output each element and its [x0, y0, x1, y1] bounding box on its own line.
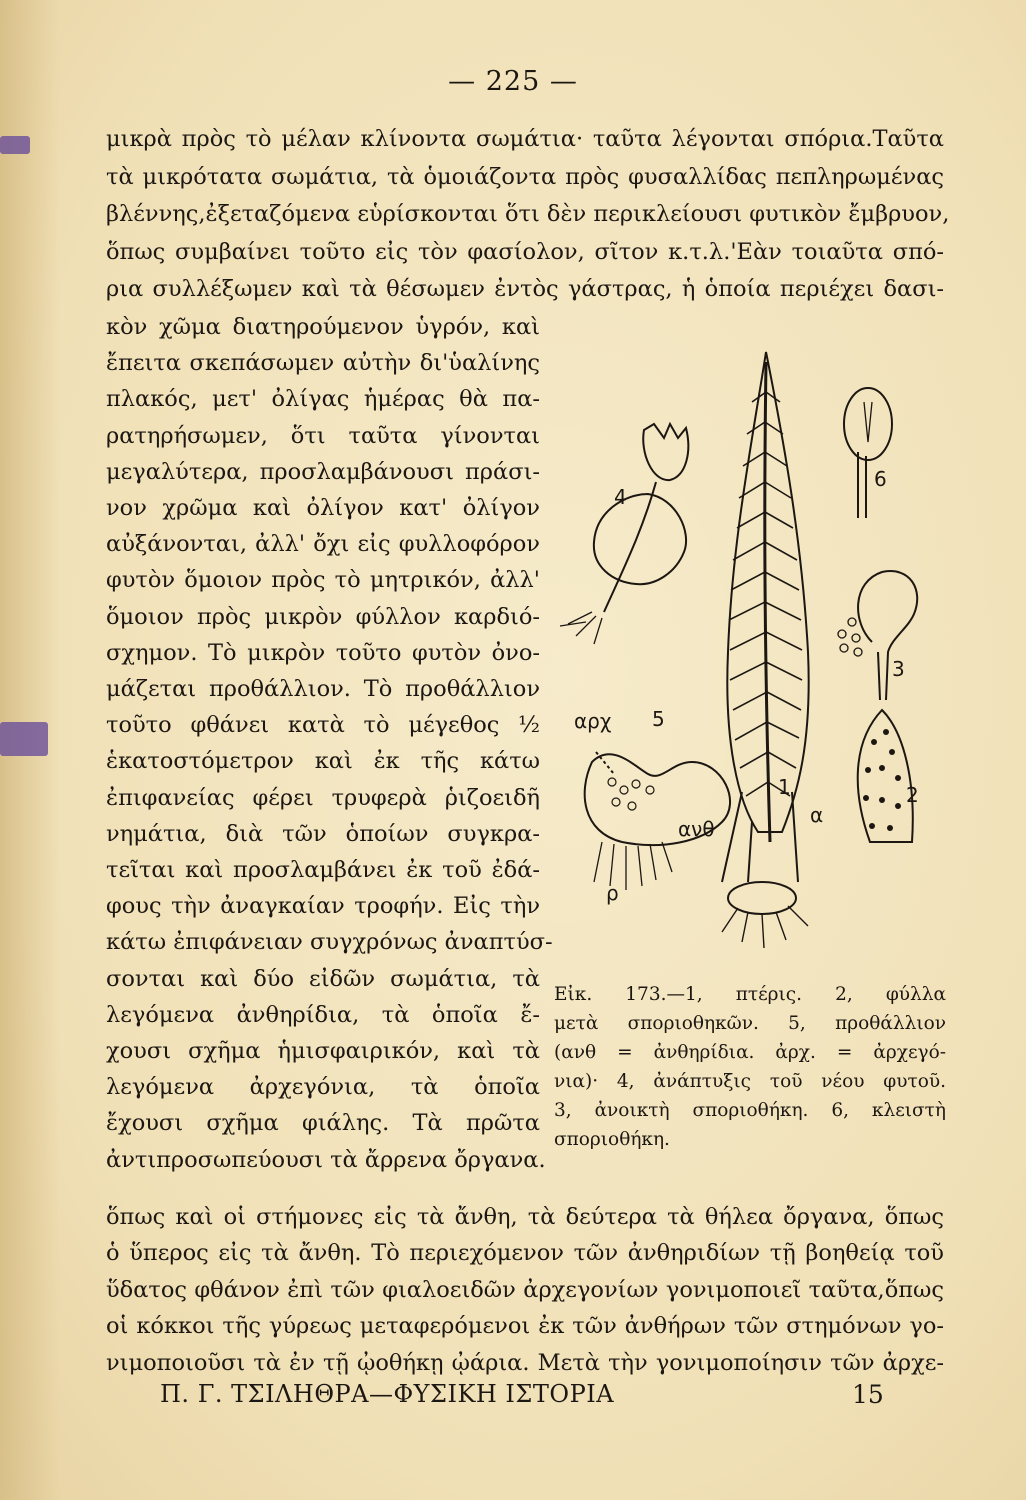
young-plant-leaf: [643, 424, 688, 480]
young-plant-stem: [604, 482, 656, 612]
column-text-line: φους τὴν ἀναγκαίαν τροφήν. Εἰς τὴν: [106, 893, 540, 920]
column-text-line: φυτὸν ὅμοιον πρὸς τὸ μητρικόν, ἀλλ': [106, 567, 540, 594]
column-text-line: λεγόμενα ἀρχεγόνια, τὰ ὁποῖα: [106, 1074, 540, 1101]
column-text-line: ὅμοιον πρὸς μικρὸν φύλλον καρδιό-: [106, 603, 540, 630]
column-text-line: τοῦτο φθάνει κατὰ τὸ μέγεθος ½: [106, 712, 540, 739]
column-text-line: πλακός, μετ' ὀλίγας ἡμέρας θὰ πα-: [106, 386, 540, 413]
roots: [722, 906, 808, 948]
column-text-line: μάζεται προθάλλιον. Τὸ προθάλλιον: [106, 676, 540, 702]
fern-stipes: [722, 792, 798, 882]
column-text-line: αὐξάνονται, ἀλλ' ὄχι εἰς φυλλοφόρον: [106, 531, 540, 558]
text-line: βλέννης,ἐξεταζόμενα εὑρίσκονται ὅτι δὲν περικλείουσι φυτικὸν ἔμβρυον,: [106, 201, 950, 227]
caption-line: σποριοθήκη.: [554, 1129, 670, 1150]
text-line: νιμοποιοῦσι τὰ ἐν τῇ ᾠοθήκῃ ᾠάρια. Μετὰ τὴν γονιμοποίησιν τῶν ἀρχε-: [106, 1349, 944, 1376]
text-line: μικρὰ πρὸς τὸ μέλαν κλίνοντα σωμάτια· ταῦτα λέγονται σπόρια.Ταῦτα: [106, 126, 944, 152]
text-line: ὕδατος φθάνον ἐπὶ τῶν φιαλοειδῶν ἀρχεγονίων γονιμοποιεῖ ταῦτα,ὅπως: [106, 1276, 944, 1303]
binding-thread: [0, 722, 48, 756]
text-line: οἱ κόκκοι τῆς γύρεως μεταφερόμενοι ἐκ τῶν ἀνθήρων τῶν στημόνων γο-: [106, 1313, 944, 1340]
fern-figure: [552, 322, 952, 972]
column-text-line: κάτω ἐπιφάνειαν συγχρόνως ἀναπτύσ-: [106, 929, 553, 956]
column-text-line: ἐπιφανείας φέρει τρυφερὰ ῥιζοειδῆ: [106, 784, 540, 811]
text-line: ὅπως καὶ οἱ στήμονες εἰς τὰ ἄνθη, τὰ δεύτερα τὰ θήλεα ὄργανα, ὅπως: [106, 1204, 944, 1230]
column-text-line: λεγόμενα ἀνθηρίδια, τὰ ὁποῖα ἔ-: [106, 1001, 540, 1028]
young-plant-prothallium: [594, 494, 686, 584]
column-text-line: τεῖται καὶ προσλαμβάνει ἐκ τοῦ ἐδά-: [106, 857, 540, 883]
figure-label-alpha: α: [810, 803, 824, 827]
column-text-line: σονται καὶ δύο εἰδῶν σωμάτια, τὰ: [106, 965, 540, 992]
running-footer-title: Π. Γ. ΤΣΙΛΗΘΡΑ—ΦΥΣΙΚΗ ΙΣΤΟΡΙΑ: [160, 1380, 615, 1408]
column-text-line: ἀντιπροσωπεύουσι τὰ ἄρρενα ὄργανα.: [106, 1146, 546, 1173]
rhizome: [728, 882, 796, 914]
text-line: ὁ ὕπερος εἰς τὰ ἄνθη. Τὸ περιεχόμενον τῶν ἀνθηριδίων τῇ βοηθείᾳ τοῦ: [106, 1240, 944, 1267]
binding-thread: [0, 136, 30, 154]
open-sporangium: [858, 571, 917, 700]
figure-label-anth: ανθ: [678, 817, 715, 841]
column-text-line: ἔπειτα σκεπάσωμεν αὐτὴν δι'ὑαλίνης: [106, 350, 540, 377]
figure-label-1: 1: [778, 775, 791, 799]
column-text-line: ἔχουσι σχῆμα φιάλης. Τὰ πρῶτα: [106, 1110, 540, 1137]
figure-label-3: 3: [892, 657, 905, 681]
figure-label-rho: ρ: [606, 881, 619, 905]
text-line: τὰ μικρότατα σωμάτια, τὰ ὁμοιάζοντα πρὸς φυσαλλίδας πεπληρωμένας: [106, 163, 944, 190]
caption-line: μετὰ σποριοθηκῶν. 5, προθάλλιον: [554, 1013, 946, 1034]
column-text-line: νον χρῶμα καὶ ὀλίγον κατ' ὀλίγον: [106, 495, 540, 521]
caption-line: νια)· 4, ἀνάπτυξις τοῦ νέου φυτοῦ.: [554, 1071, 946, 1092]
column-text-line: μεγαλύτερα, προσλαμβάνουσι πράσι-: [106, 458, 540, 485]
signature-mark: 15: [852, 1380, 884, 1409]
column-text-line: σχημον. Τὸ μικρὸν τοῦτο φυτὸν ὀνο-: [106, 639, 540, 666]
caption-line: Εἰκ. 173.—1, πτέρις. 2, φύλλα: [554, 984, 946, 1005]
column-text-line: νημάτια, διὰ τῶν ὁποίων συγκρα-: [106, 820, 540, 847]
column-text-line: ρατηρήσωμεν, ὅτι ταῦτα γίνονται: [106, 422, 540, 449]
text-line: ὅπως συμβαίνει τοῦτο εἰς τὸν φασίολον, σῖτον κ.τ.λ.'Εὰν τοιαῦτα σπό-: [106, 238, 944, 265]
column-text-line: κὸν χῶμα διατηρούμενον ὑγρόν, καὶ: [106, 314, 540, 340]
figure-label-arch: αρχ: [574, 709, 612, 733]
figure-label-5: 5: [652, 707, 665, 731]
column-text-line: χουσι σχῆμα ἡμισφαιρικόν, καὶ τὰ: [106, 1038, 540, 1064]
figure-label-6: 6: [874, 467, 887, 491]
column-text-line: ἑκατοστόμετρον καὶ ἐκ τῆς κάτω: [106, 748, 540, 775]
closed-sporangium: [844, 388, 892, 460]
caption-line: 3, ἀνοικτὴ σποριοθήκη. 6, κλειστὴ: [554, 1100, 946, 1121]
page-number: — 225 —: [448, 66, 578, 97]
text-line: ρια συλλέξωμεν καὶ τὰ θέσωμεν ἐντὸς γάστρας, ἡ ὁποία περιέχει δασι-: [106, 276, 944, 302]
figure-label-2: 2: [906, 783, 919, 807]
figure-label-4: 4: [614, 485, 627, 509]
caption-line: (ανθ = ἀνθηρίδια. ἀρχ. = ἀρχεγό-: [554, 1042, 946, 1063]
